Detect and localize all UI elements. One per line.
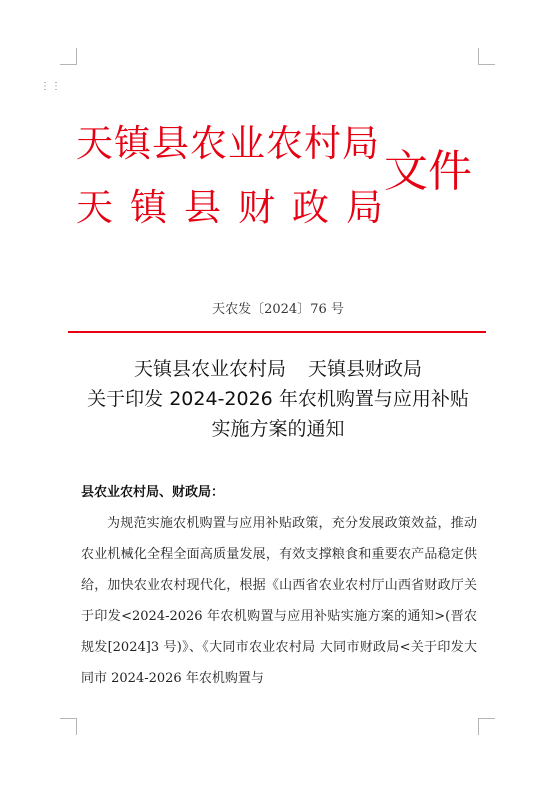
drag-handle-icon[interactable]: ⋮⋮ (40, 81, 62, 92)
margin-corner-bottom-left (60, 718, 77, 735)
red-divider-line (68, 331, 486, 333)
body-paragraph: 为规范实施农机购置与应用补贴政策，充分发展政策效益，推动农业机械化全程全面高质量发展，有效支撑粮食和重要农产品稳定供给，加快农业农村现代化，根据《山西省农业农村厅山西省财政厅关于印发<2024-2026 年农机购置与应用补贴实施方案的通知>(晋农规发[2024]3 号)》、《大同市农业农村局 大同市财政局<关于印发大同市 2024-2026 年农机购置与 (81, 516, 477, 686)
margin-corner-top-right (478, 48, 495, 65)
margin-corner-bottom-right (478, 718, 495, 735)
margin-corner-top-left (60, 48, 77, 65)
title-line-1 (0, 356, 556, 382)
issuing-org-line-1: 天镇县农业农村局 (76, 122, 380, 165)
addressee: 县农业农村局、财政局： (81, 485, 225, 500)
document-type-label: 文件 (384, 146, 472, 197)
title-line-3: 实施方案的通知 (211, 418, 345, 440)
issuing-org-line-2: 天镇县财政局 (76, 186, 400, 229)
document-number: 天农发〔2024〕76 号 (212, 302, 344, 317)
title-line-2: 关于印发 2024-2026 年农机购置与应用补贴 (87, 388, 469, 410)
title-org-agri: 天镇县农业农村局 (133, 358, 286, 380)
title-org-finance: 天镇县财政局 (308, 358, 423, 380)
